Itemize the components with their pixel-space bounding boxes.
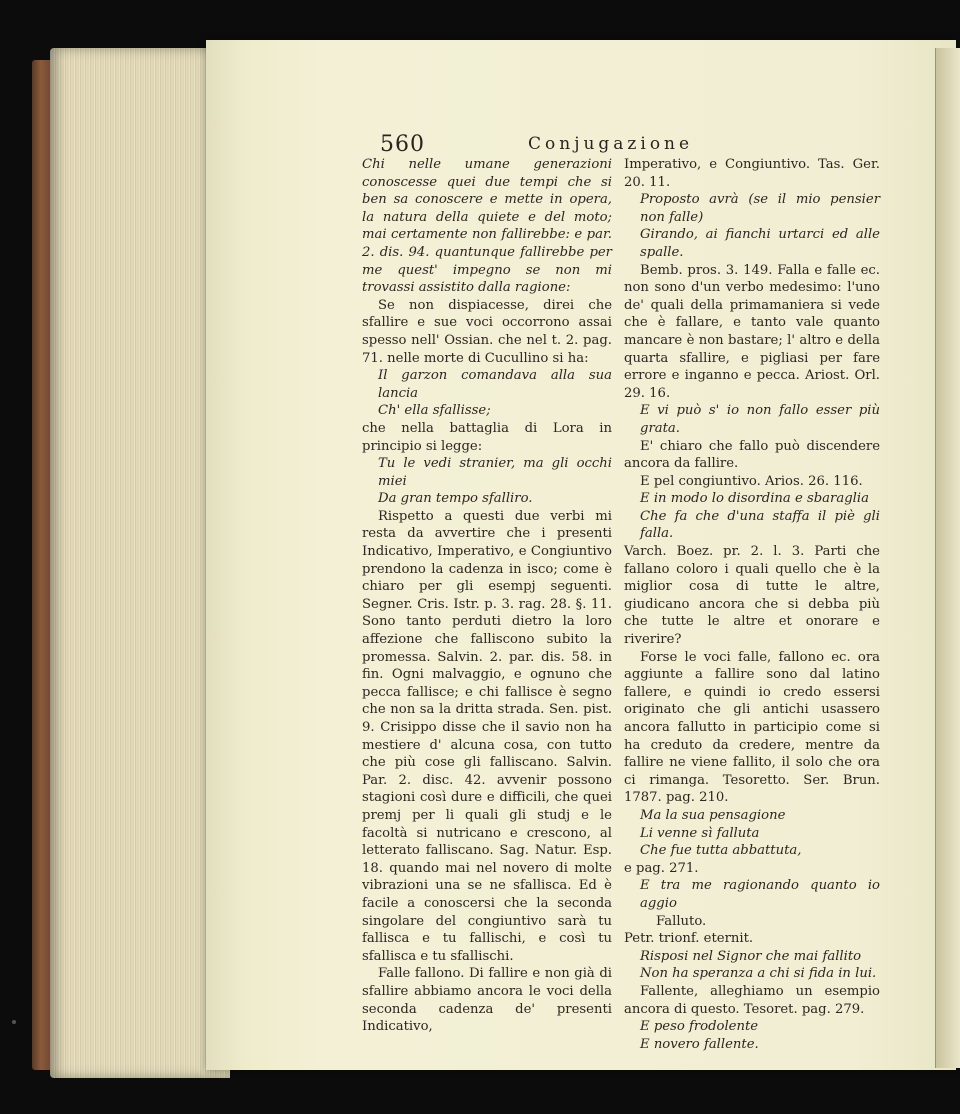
text-line: E peso frodolente: [640, 1019, 759, 1035]
text-line: Risposi nel Signor che mai fallito: [640, 948, 862, 964]
text-line: Fallente, alleghiamo un esempio ancora di questo. Tesoret. pag. 279.: [624, 983, 880, 1017]
text-line: Petr. trionf. eternit.: [624, 931, 754, 947]
text-line: E novero fallente.: [640, 1036, 759, 1052]
text-line: Proposto avrà (se il mio pensier non falle): [640, 192, 880, 225]
page-number: 560: [380, 132, 425, 157]
text-line: Da gran tempo sfalliro.: [378, 491, 533, 507]
text-line: Tu le vedi stranier, ma gli occhi miei: [378, 456, 612, 489]
text-line: E in modo lo disordina e sbaraglia: [640, 491, 869, 507]
text-line: Che fa che d'una staffa il piè gli falla.: [640, 508, 880, 542]
left-column: [362, 156, 612, 1036]
text-line: E tra me ragionando quanto io aggio: [640, 878, 880, 911]
dust-speck: [12, 1020, 16, 1024]
text-line: Chi nelle umane generazioni conoscesse quei due tempi che si ben sa conoscere e mette in opera, la natura della quiete e del moto; mai certamente non fallirebbe: e par. 2. dis. 94. quantunque fallirebbe per me quest' impegno se non mi trovassi assistito dalla ragione:: [362, 157, 612, 296]
text-line: Forse le voci falle, fallono ec. ora aggiunte a fallire sono dal latino fallere, e quindi io credo essersi originato che gli antichi usassero ancora fallutto in participio come si ha creduto da credere, mentre da fallire ne viene fallito, il solo che ora ci rimanga. Tesoretto. Ser. Brun. 1787. pag. 210.: [624, 649, 880, 806]
text-line: Non ha speranza a chi si fida in lui.: [640, 966, 877, 982]
right-column: [624, 156, 880, 1053]
text-line: Se non dispiacesse, direi che sfallire e sue voci occorrono assai spesso nell' Ossian. che nel t. 2. pag. 71. nelle morte di Cucullino si ha:: [362, 297, 612, 366]
text-line: E vi può s' io non fallo esser più grata.: [640, 403, 880, 436]
text-line: Ma la sua pensagione: [640, 807, 786, 823]
page-edges: [50, 48, 230, 1078]
text-line: Li venne sì falluta: [640, 825, 760, 841]
text-line: E' chiaro che fallo può discendere ancora da fallire.: [624, 438, 880, 472]
text-line: e pag. 271.: [624, 860, 699, 876]
text-line: Varch. Boez. pr. 2. l. 3. Parti che fallano coloro i quali quello che è la miglior cosa di tutte le altre, giudicano ancora che si debba più che tutte le altre et onorare e riverire?: [624, 544, 880, 648]
text-line: Falle fallono. Di fallire e non già di sfallire abbiamo ancora le voci della seconda cadenza de' presenti Indicativo,: [362, 966, 612, 1035]
text-line: E pel congiuntivo. Arios. 26. 116.: [640, 473, 863, 489]
text-line: Falluto.: [656, 913, 707, 929]
text-line: Rispetto a questi due verbi mi resta da avvertire che i presenti Indicativo, Imperativo, e Congiuntivo prendono la cadenza in isco; come è chiaro per gli esempj seguenti. Segner. Cris. Istr. p. 3. rag. 28. §. 11. Sono tanto perduti dietro la loro affezione che falliscono subito la promessa. Salvin. 2. par. dis. 58. in fin. Ogni malvaggio, e ognuno che pecca fallisce; e chi fallisce è segno che non sa la dritta strada. Sen. pist. 9. Crisippo disse che il savio non ha mestiere d' alcuna cosa, con tutto che più cose gli falliscano. Salvin. Par. 2. disc. 42. avvenir possono stagioni così dure e difficili, che quei premj per li quali gli studj e le facoltà si nutricano e crescono, al letterato falliscano. Sag. Natur. Esp. 18. quando mai nel novero di molte vibrazioni una se ne sfallisca. Ed è facile a conoscersi che la seconda singolare del congiuntivo sarà tu fallisca e tu fallischi, e così tu sfallisca e tu sfallischi.: [362, 508, 612, 964]
text-line: Che fue tutta abbattuta,: [640, 843, 802, 859]
text-line: Il garzon comandava alla sua lancia: [378, 368, 612, 401]
text-line: Girando, ai fianchi urtarci ed alle spalle.: [640, 227, 880, 260]
facing-page-edge: [935, 48, 960, 1068]
text-line: che nella battaglia di Lora in principio si legge:: [362, 420, 612, 454]
text-line: Imperativo, e Congiuntivo. Tas. Ger. 20. 11.: [624, 157, 880, 190]
text-line: Ch' ella sfallisse;: [378, 403, 491, 419]
text-line: Bemb. pros. 3. 149. Falla e falle ec. non sono d'un verbo medesimo: l'uno de' quali della primamaniera si vede che è fallare, e tanto vale quanto mancare è non bastare; l' altro e della quarta sfallire, e pigliasi per fare errore e inganno e pecca. Ariost. Orl. 29. 16.: [624, 262, 880, 401]
page-title: Conjugazione: [528, 134, 694, 154]
